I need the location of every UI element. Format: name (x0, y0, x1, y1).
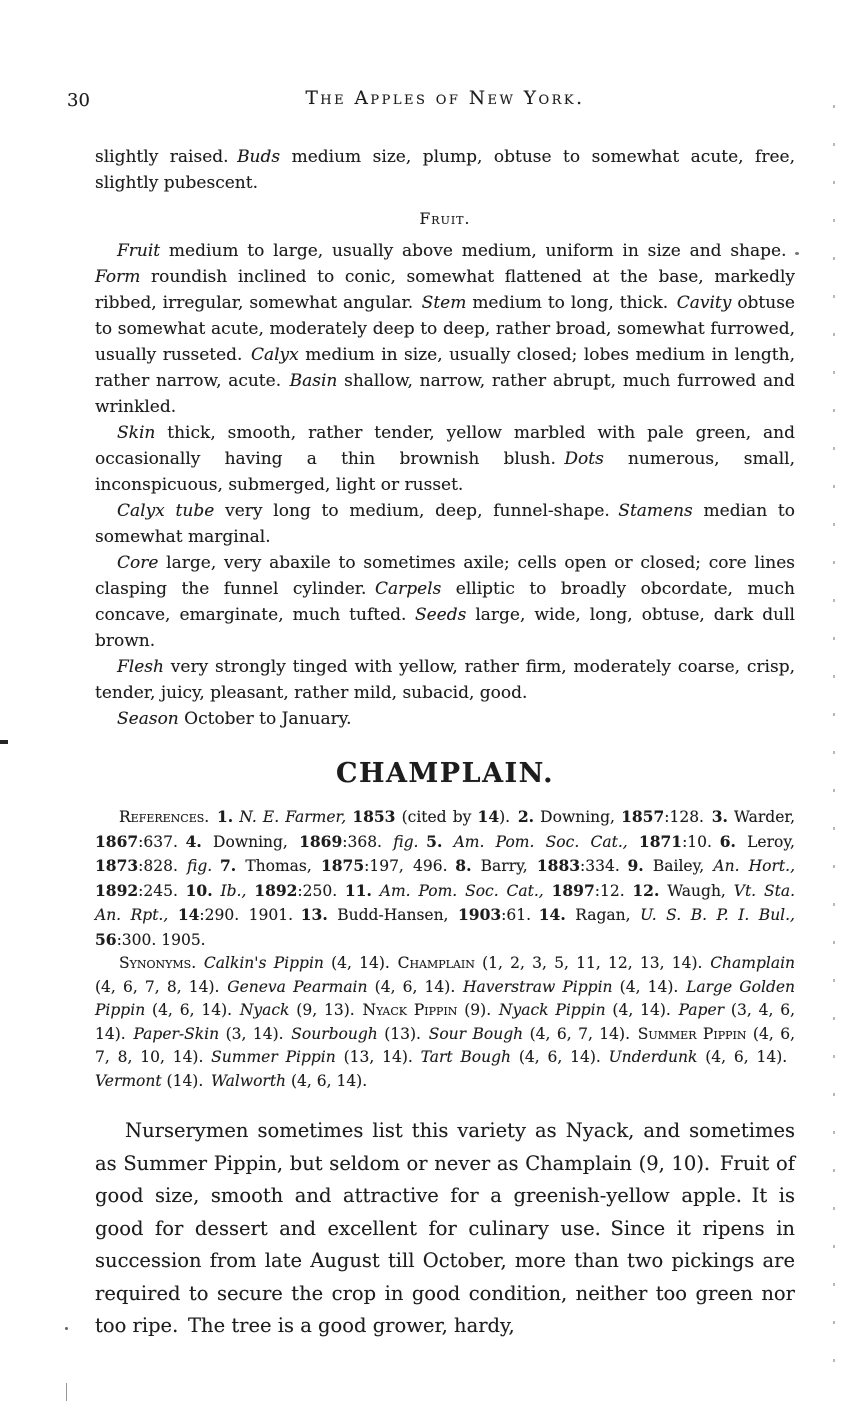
flesh-paragraph: Flesh very strongly tinged with yellow, rather firm, moderately coarse, crisp, tender, juicy, pleasant, rather mild, subacid, good. (95, 657, 795, 703)
champlain-heading: CHAMPLAIN. (335, 758, 555, 789)
synonyms-paragraph: Synonyms. Calkin's Pippin (4, 14). Champlain (1, 2, 3, 5, 11, 12, 13, 14). Champlain (4, 6, 7, 8, 14). Geneva Pearmain (4, 6, 14). Haverstraw Pippin (4, 14). Large Golden Pippin (4, 6, 14). Nyack (9, 13). Nyack Pippin (9). Nyack Pippin (4, 14). Paper (3, 4, 6, 14). Paper-Skin (3, 14). Sourbough (13). Sour Bough (4, 6, 7, 14). Summer Pippin (4, 6, 7, 8, 10, 14). Summer Pippin (13, 14). Tart Bough (4, 6, 14). Underdunk (4, 6, 14). Vermont (14). Walworth (4, 6, 14). (95, 954, 796, 1090)
running-title: The Apples of New York. (305, 88, 585, 109)
fruit-form-paragraph: Fruit medium to large, usually above medium, uniform in size and shape. Form roundish inclined to conic, somewhat flattened at the base, markedly ribbed, irregular, somewhat angular. Stem medium to long, thick. Cavity obtuse to somewhat acute, moderately deep to deep, rather broad, somewhat furrowed, usually russeted. Calyx medium in size, usually closed; lobes medium in length, rather narrow, acute. Basin shallow, narrow, rather abrupt, much furrowed and wrinkled. (95, 241, 796, 417)
running-head (67, 88, 795, 114)
season-paragraph: Season October to January. (117, 709, 352, 729)
scan-artifact-left-dash (0, 740, 8, 744)
page-number: 30 (67, 90, 90, 111)
fruit-section-heading: Fruit. (419, 210, 471, 228)
calyx-tube-stamens-paragraph: Calyx tube very long to medium, deep, funnel-shape. Stamens median to somewhat marginal. (95, 501, 795, 547)
book-page (67, 88, 796, 1343)
buds-continuation-paragraph: slightly raised. Buds medium size, plump, obtuse to somewhat acute, free, slightly pubescent. (95, 147, 795, 193)
core-carpels-seeds-paragraph: Core large, very abaxile to sometimes axile; cells open or closed; core lines clasping the funnel cylinder. Carpels elliptic to broadly obcordate, much concave, emarginate, much tufted. Seeds large, wide, long, obtuse, dark dull brown. (95, 553, 795, 651)
skin-dots-paragraph: Skin thick, smooth, rather tender, yellow marbled with pale green, and occasionally having a thin brownish blush. Dots numerous, small, inconspicuous, submerged, light or russet. (95, 423, 795, 495)
scan-artifact-bottom-tick (66, 1383, 67, 1401)
narrative-paragraph: Nurserymen sometimes list this variety as Nyack, and sometimes as Summer Pippin, but seldom or never as Champlain (9, 10). Fruit of good size, smooth and attractive for a greenish-yellow apple. It is good for dessert and excellent for culinary use. Since it ripens in succession from late August till October, more than two pickings are required to secure the crop in good condition, neither too green nor too ripe. The tree is a good grower, hardy, (95, 1119, 795, 1337)
scan-artifact-speck (795, 252, 799, 255)
references-paragraph: References. 1. N. E. Farmer, 1853 (cited by 14). 2. Downing, 1857:128. 3. Warder, 1867:637. 4. Downing, 1869:368. fig. 5. Am. Pom. Soc. Cat., 1871:10. 6. Leroy, 1873:828. fig. 7. Thomas, 1875:197, 496. 8. Barry, 1883:334. 9. Bailey, An. Hort., 1892:245. 10. Ib., 1892:250. 11. Am. Pom. Soc. Cat., 1897:12. 12. Waugh, Vt. Sta. An. Rpt., 14:290. 1901. 13. Budd-Hansen, 1903:61. 14. Ragan, U. S. B. P. I. Bul., 56:300. 1905. (95, 807, 796, 949)
scan-artifact-bottom-dot (65, 1327, 68, 1330)
scan-artifact-right-dotted-line (833, 105, 835, 1385)
